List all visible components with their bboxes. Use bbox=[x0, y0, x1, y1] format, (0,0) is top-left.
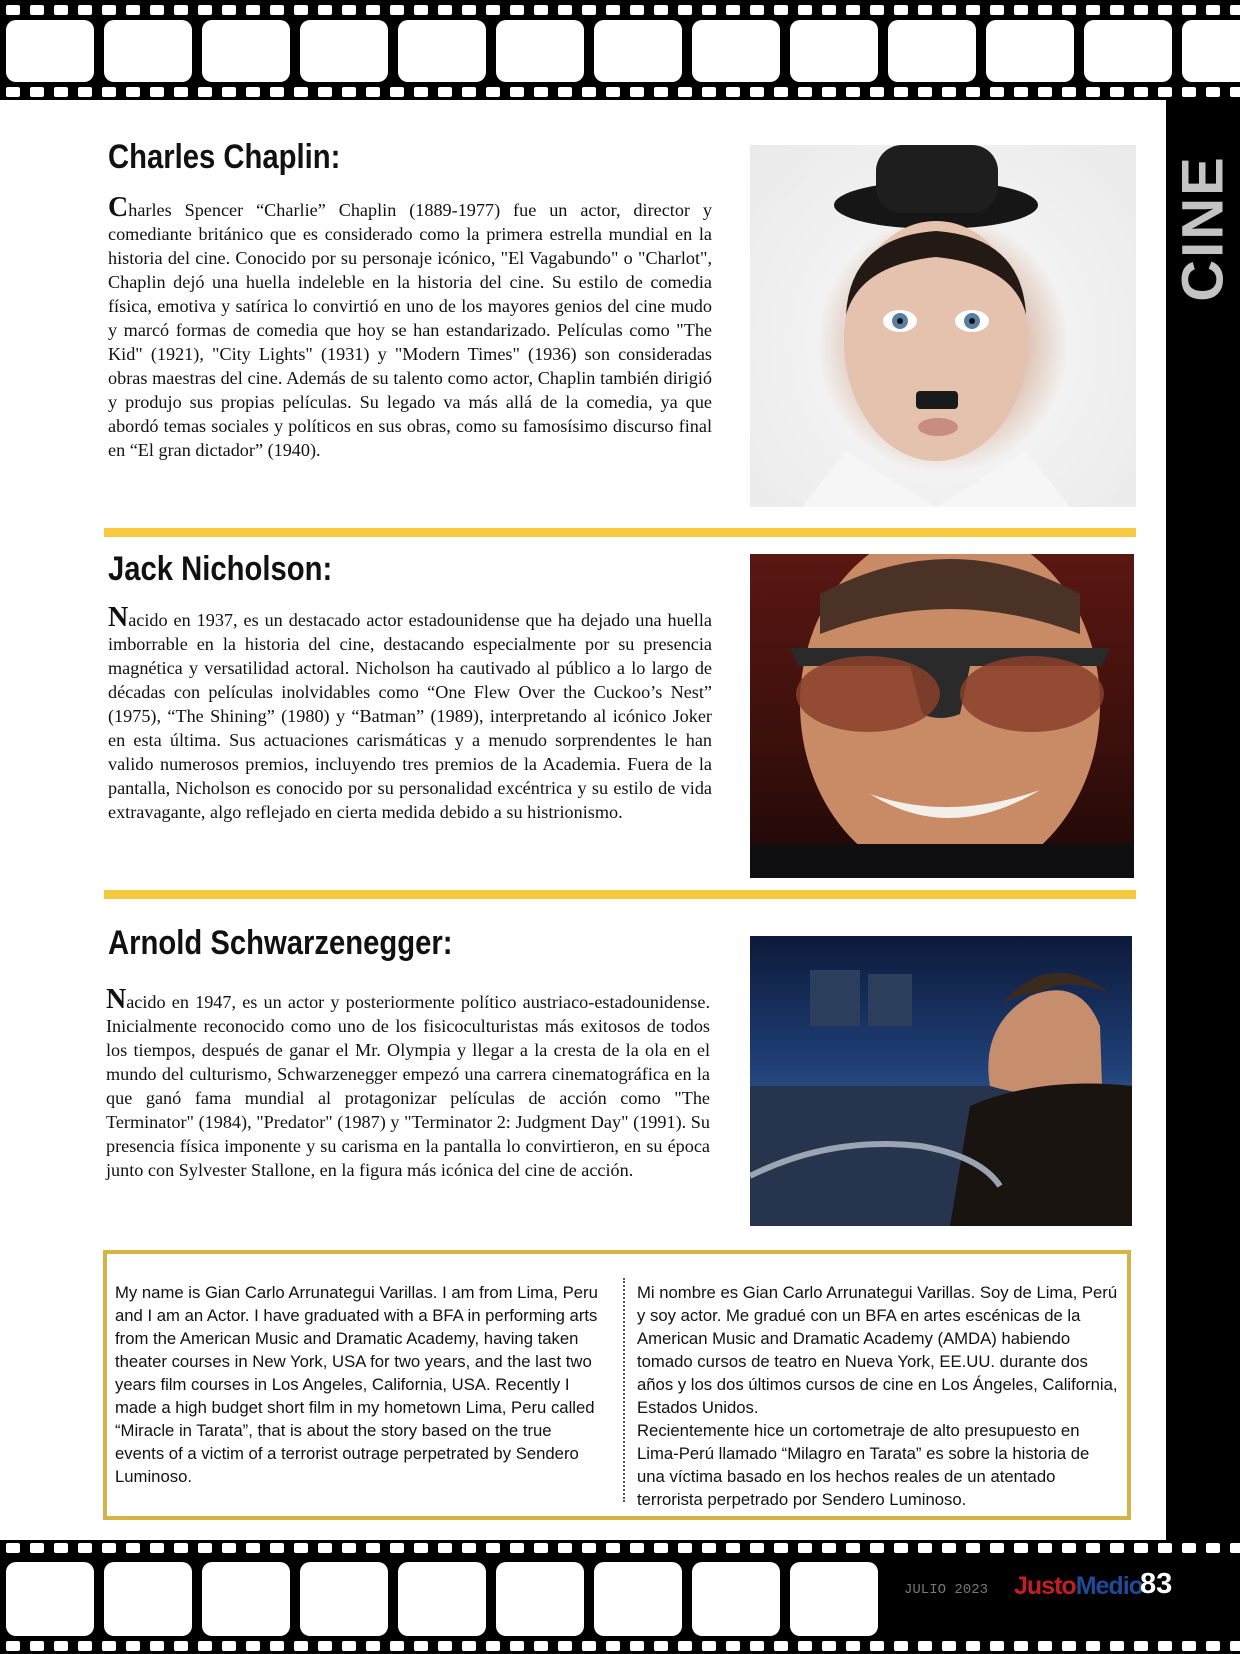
section-divider bbox=[104, 528, 1136, 537]
article-title: Charles Chaplin: bbox=[108, 138, 341, 176]
section-tag: CINE bbox=[1170, 155, 1236, 302]
article-body: Charles Spencer “Charlie” Chaplin (1889-1977) fue un actor, director y comediante británico que es considerado como la primera estrella mundial en la historia del cine. Conocido por su personaje icónico, "El Vagabundo" o "Charlot", Chaplin dejó una huella indeleble en la historia del cine. Su estilo de comedia física, emotiva y satírica lo convirtió en uno de los mayores genios del cine mudo y marcó formas de comedia que hoy se han estandarizado. Películas como "The Kid" (1921), "City Lights" (1931) y "Modern Times" (1936) son consideradas obras maestras del cine. Además de su talento como actor, Chaplin también dirigió y produjo sus propias películas. Su legado va más allá de la comedia, ya que abordó temas sociales y políticos en sus obras, como su famosísimo discurso final en “El gran dictador” (1940). bbox=[108, 192, 712, 460]
portrait-illustration-icon bbox=[750, 936, 1132, 1226]
section-divider bbox=[104, 890, 1136, 899]
column-divider bbox=[623, 1278, 625, 1502]
sprocket-holes-icon bbox=[0, 86, 1240, 98]
drop-cap: C bbox=[108, 192, 129, 223]
sprocket-holes-icon bbox=[0, 4, 1240, 16]
bio-spanish-p1: Mi nombre es Gian Carlo Arrunategui Varillas. Soy de Lima, Perú y soy actor. Me gradué con un BFA en artes escénicas de la American Music and Dramatic Academy (AMDA) habiendo tomado cursos de teatro en Nueva York, EE.UU. durante dos años y los dos últimos cursos de cine en Los Ángeles, California, Estados Unidos. bbox=[637, 1283, 1118, 1417]
drop-cap: N bbox=[106, 984, 127, 1015]
bio-spanish-p2: Recientemente hice un cortometraje de alto presupuesto en Lima-Perú llamado “Milagro en Tarata” es sobre la historia de una víctima basado en los hechos reales de un atentado terrorista perpetrado por Sendero Luminoso. bbox=[637, 1421, 1090, 1509]
portrait-illustration-icon bbox=[750, 145, 1136, 507]
article-body: Nacido en 1947, es un actor y posteriormente político austriaco-estadounidense. Inicialmente reconocido como uno de los fisicoculturistas más exitosos de todos los tiempos, después de ganar el Mr. Olympia y llegar a la cresta de la ola en el mundo del culturismo, Schwarzenegger empezó una carrera cinematográfica en la que ganó fama mundial al protagonizar películas de acción como "The Terminator" (1984), "Predator" (1987) y "Terminator 2: Judgment Day" (1991). Su presencia física imponente y su carisma en la pantalla lo convirtieron, en su época junto con Sylvester Stallone, en la figura más icónica del cine de acción. bbox=[106, 984, 710, 1180]
article-body: Nacido en 1937, es un destacado actor estadounidense que ha dejado una huella imborrable en la historia del cine, destacando especialmente por su presencia magnética y versatilidad actoral. Nicholson ha cautivado al público a lo largo de décadas con películas inolvidables como “One Flew Over the Cuckoo’s Nest” (1975), “The Shining” (1980) y “Batman” (1989), interpretando al icónico Joker en esta última. Sus actuaciones carismáticas y a menudo sorprendentes le han valido numerosos premios, incluyendo tres premios de la Academia. Fuera de la pantalla, Nicholson es conocido por su personalidad excéntrica y su estilo de vida extravagante, algo reflejado en cierta medida debido a su histrionismo. bbox=[108, 602, 712, 822]
issue-date: JULIO 2023 bbox=[904, 1582, 989, 1598]
drop-cap: N bbox=[108, 602, 129, 633]
schwarzenegger-photo bbox=[750, 936, 1132, 1226]
article-title: Arnold Schwarzenegger: bbox=[108, 924, 453, 962]
article-title: Jack Nicholson: bbox=[108, 550, 333, 588]
page-number: 83 bbox=[1140, 1568, 1173, 1600]
chaplin-photo bbox=[750, 145, 1136, 507]
film-strip-top bbox=[0, 0, 1240, 100]
bio-box bbox=[103, 1250, 1131, 1520]
bio-english: My name is Gian Carlo Arrunategui Varillas. I am from Lima, Peru and I am an Actor. I have graduated with a BFA in performing arts from the American Music and Dramatic Academy, having taken theater courses in New York, USA for two years, and the last two years film courses in Los Angeles, California, USA. Recently I made a high budget short film in my hometown Lima, Peru called “Miracle in Tarata”, that is about the story based on the true events of a victim of a terrorist outrage perpetrated by Sendero Luminoso. bbox=[115, 1283, 598, 1486]
film-frames bbox=[0, 20, 1240, 82]
sprocket-holes-icon bbox=[0, 1640, 1240, 1652]
bio-spanish bbox=[637, 1281, 1121, 1511]
sprocket-holes-icon bbox=[0, 1542, 1240, 1554]
nicholson-photo bbox=[750, 554, 1134, 878]
portrait-illustration-icon bbox=[750, 554, 1134, 878]
magazine-logo: JustoMedio bbox=[1014, 1572, 1143, 1600]
